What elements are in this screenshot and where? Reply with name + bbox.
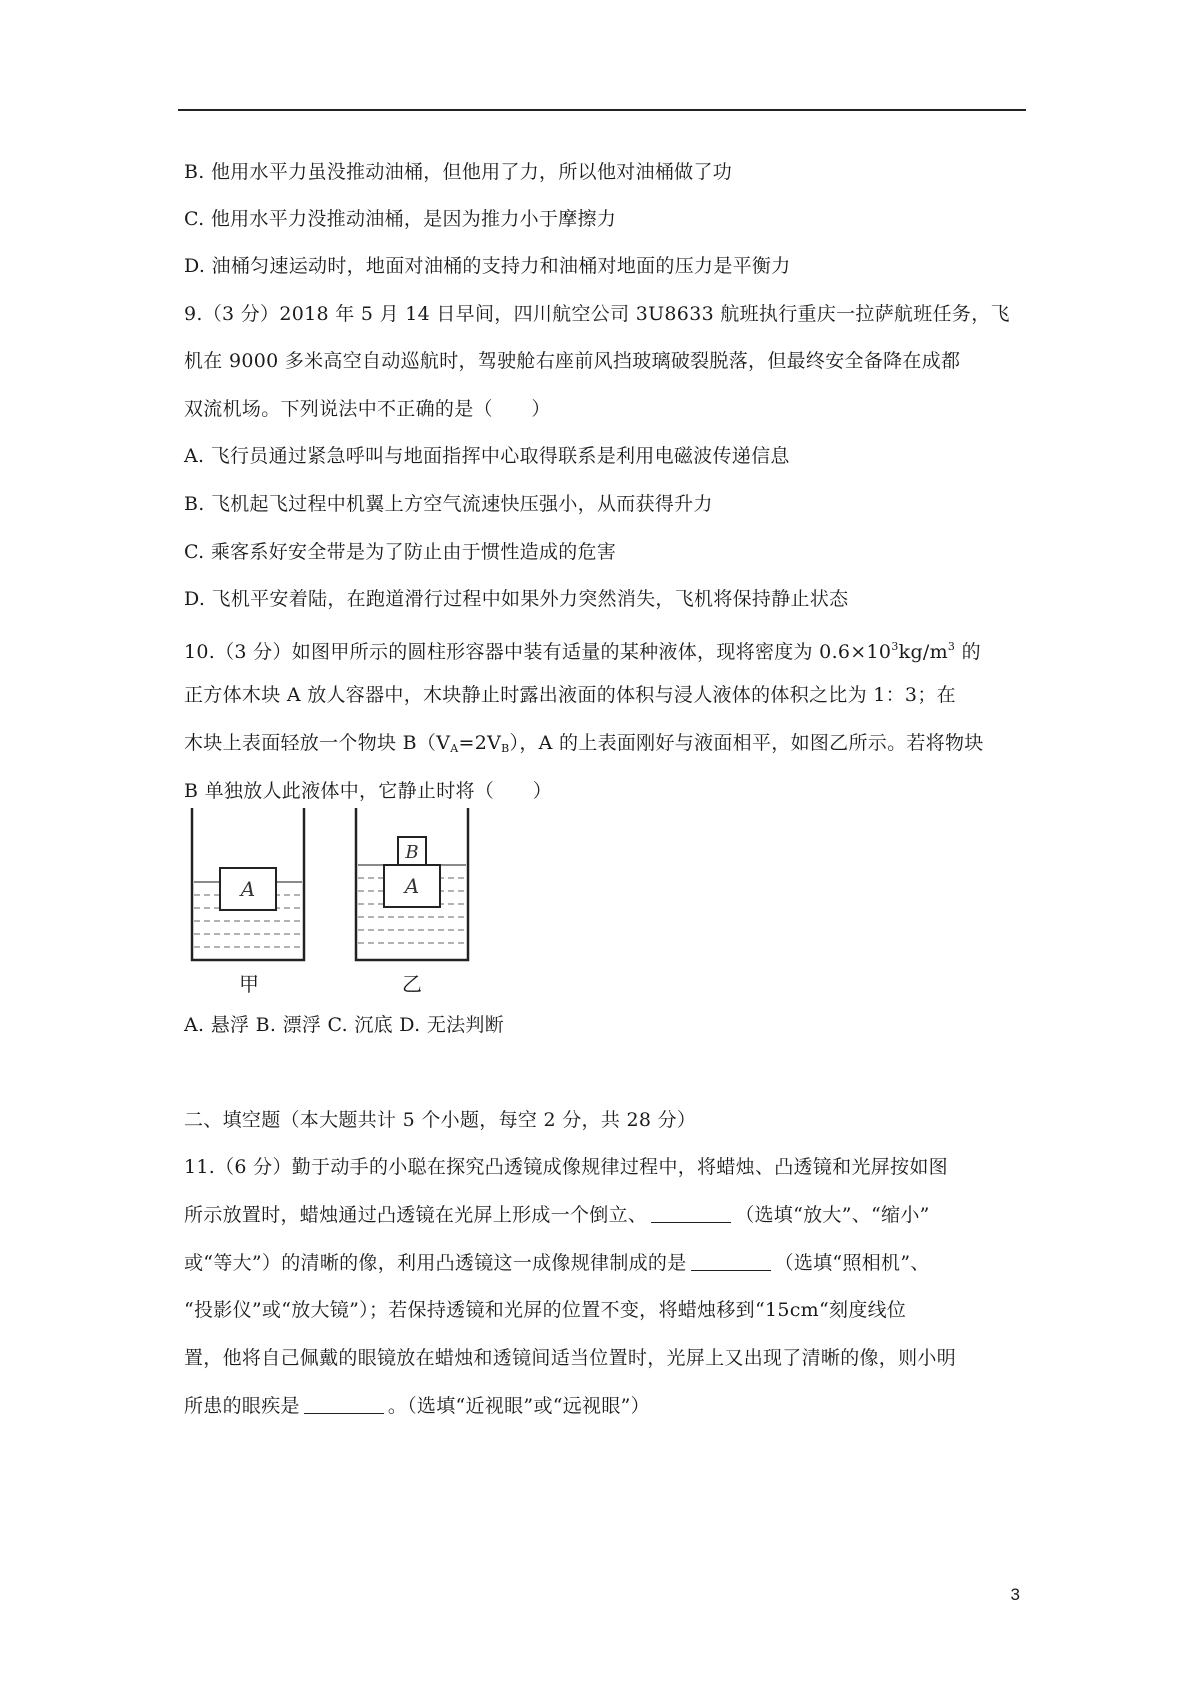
- q9-option-c: C. 乘客系好安全带是为了防止由于惯性造成的危害: [184, 541, 617, 563]
- q11-stem-line3: [184, 1251, 930, 1275]
- page-number: 3: [1010, 1585, 1020, 1604]
- q10-line3-c: ），A 的上表面刚好与液面相平，如图乙所示。若将物块: [509, 732, 984, 754]
- q10-stem-line4: B 单独放人此液体中，它静止时将（ ）: [184, 780, 553, 802]
- q8-option-c: C. 他用水平力没推动油桶，是因为推力小于摩擦力: [184, 208, 617, 230]
- q10-text-a: 10.（3 分）如图甲所示的圆柱形容器中装有适量的某种液体，现将密度为 0.6×10: [184, 641, 892, 663]
- q9-stem-line1: 9.（3 分）2018 年 5 月 14 日早间，四川航空公司 3U8633 航班执行重庆一拉萨航班任务，飞: [184, 303, 1010, 325]
- q10-figure: [184, 808, 494, 997]
- q8-option-b: B. 他用水平力虽没推动油桶，但他用了力，所以他对油桶做了功: [184, 161, 733, 183]
- label-b: B: [405, 842, 419, 863]
- q11-line6-b: 。（选填“近视眼”或“远视眼”）: [387, 1395, 650, 1417]
- q10-stem-line3: [184, 731, 984, 761]
- q10-text-c: 的: [955, 641, 981, 663]
- figure-label-yi: 乙: [402, 972, 422, 996]
- q10-line3-a: 木块上表面轻放一个物块 B（V: [184, 732, 451, 754]
- q10-exponent-2: 3: [947, 640, 956, 653]
- q10-subscript-b: B: [501, 742, 510, 755]
- q9-option-b: B. 飞机起飞过程中机翼上方空气流速快压强小，从而获得升力: [184, 493, 713, 515]
- q9-stem-line2: 机在 9000 多米高空自动巡航时，驾驶舱右座前风挡玻璃破裂脱落，但最终安全备降在成都: [184, 350, 961, 372]
- q10-subscript-a: A: [450, 742, 459, 755]
- figure-label-jia: 甲: [239, 972, 259, 996]
- section-two-heading: 二、填空题（本大题共计 5 个小题，每空 2 分，共 28 分）: [184, 1109, 697, 1131]
- q11-stem-line2: [184, 1203, 930, 1227]
- q10-exponent-1: 3: [891, 640, 899, 653]
- q11-stem-line6: [184, 1394, 650, 1418]
- q11-line2-a: 所示放置时，蜡烛通过凸透镜在光屏上形成一个倒立、: [184, 1204, 648, 1226]
- q11-stem-line1: 11.（6 分）勤于动手的小聪在探究凸透镜成像规律过程中，将蜡烛、凸透镜和光屏按如图: [184, 1156, 948, 1178]
- q9-stem-line3: 双流机场。下列说法中不正确的是（ ）: [184, 398, 551, 420]
- q10-stem-line1: [184, 635, 981, 664]
- q10-line3-b: =2V: [458, 732, 502, 754]
- label-a-left: A: [240, 877, 256, 901]
- answer-blank-2[interactable]: [691, 1252, 771, 1271]
- label-a-right: A: [404, 874, 420, 898]
- answer-blank-3[interactable]: [304, 1395, 384, 1414]
- answer-blank-1[interactable]: [651, 1204, 731, 1223]
- q11-stem-line5: 置，他将自己佩戴的眼镜放在蜡烛和透镜间适当位置时，光屏上又出现了清晰的像，则小明: [184, 1347, 957, 1369]
- q11-line6-a: 所患的眼疾是: [184, 1395, 300, 1417]
- q10-stem-line2: 正方体木块 A 放人容器中，木块静止时露出液面的体积与浸人液体的体积之比为 1：3；在: [184, 684, 956, 706]
- q11-stem-line4: “投影仪”或“放大镜”）；若保持透镜和光屏的位置不变，将蜡烛移到“15cm“刻度线位: [184, 1299, 907, 1321]
- q10-options: A. 悬浮 B. 漂浮 C. 沉底 D. 无法判断: [184, 1014, 505, 1036]
- header-rule: [178, 109, 1026, 111]
- q10-text-b: kg/m: [898, 641, 948, 663]
- q11-line3-a: 或“等大”）的清晰的像，利用凸透镜这一成像规律制成的是: [184, 1252, 687, 1274]
- q9-option-d: D. 飞机平安着陆，在跑道滑行过程中如果外力突然消失，飞机将保持静止状态: [184, 588, 849, 610]
- containers-diagram: [184, 808, 494, 993]
- q9-option-a: A. 飞行员通过紧急呼叫与地面指挥中心取得联系是利用电磁波传递信息: [184, 445, 790, 467]
- q8-option-d: D. 油桶匀速运动时，地面对油桶的支持力和油桶对地面的压力是平衡力: [184, 255, 791, 277]
- q11-line2-b: （选填“放大”、“缩小”: [735, 1204, 930, 1226]
- q11-line3-b: （选填“照相机”、: [774, 1252, 930, 1274]
